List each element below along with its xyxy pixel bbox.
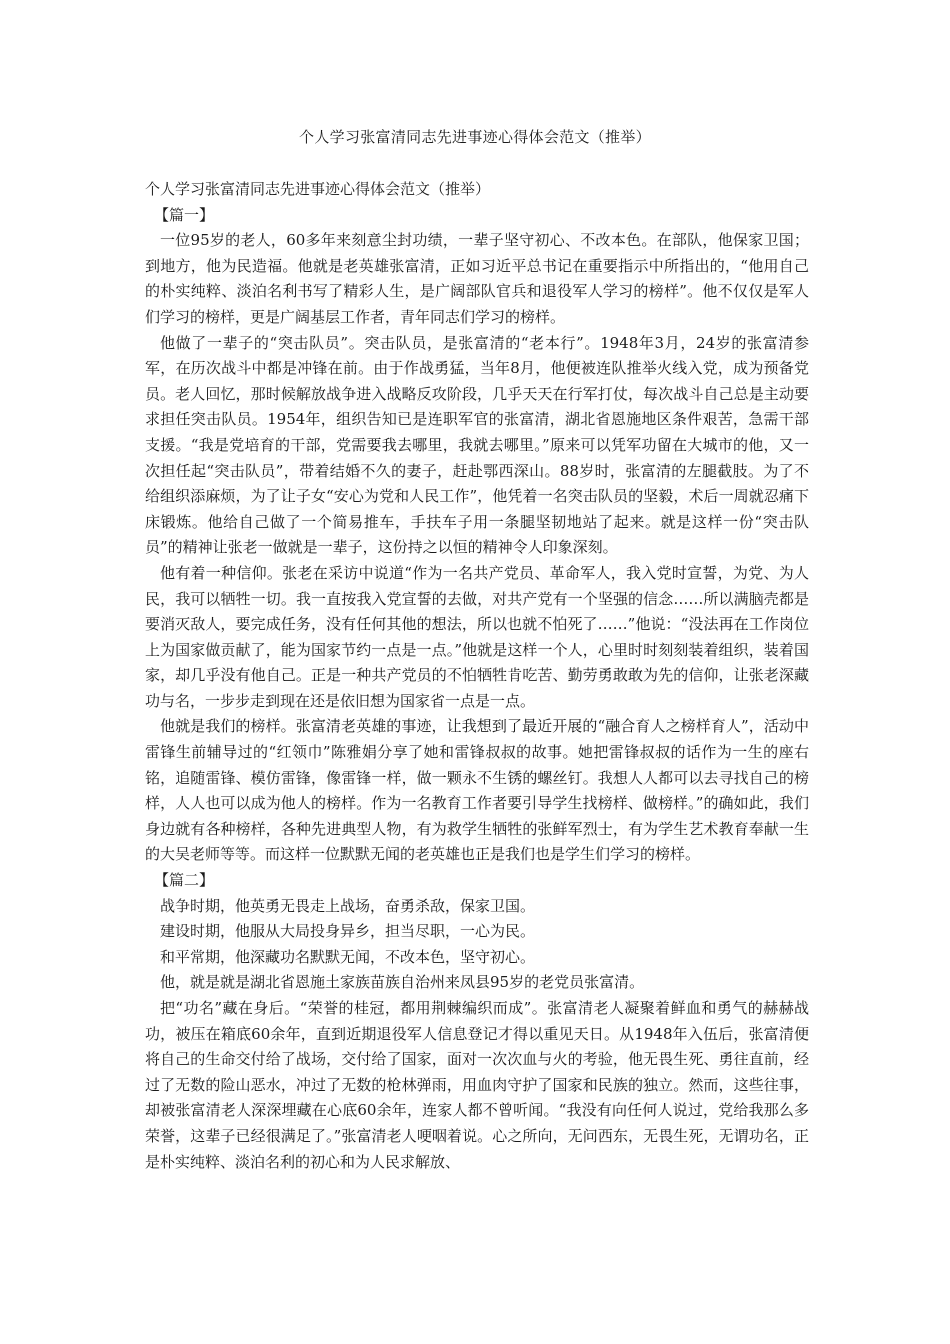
paragraph: 一位95岁的老人，60多年来刻意尘封功绩，一辈子坚守初心、不改本色。在部队，他保家卫国；到地方，他为民造福。他就是老英雄张富清，正如习近平总书记在重要指示中所指出的，“他用自己的朴实纯粹、淡泊名利书写了精彩人生，是广阔部队官兵和退役军人学习的榜样”。他不仅仅是军人们学习的榜样，更是广阔基层工作者，青年同志们学习的榜样。: [145, 231, 809, 326]
paragraph: 和平常期，他深藏功名默默无闻，不改本色，坚守初心。: [160, 947, 536, 966]
paragraph: 他有着一种信仰。张老在采访中说道“作为一名共产党员、革命军人，我入党时宣誓，为党、为人民，我可以牺牲一切。我一直按我入党宣誓的去做，对共产党有一个坚强的信念……所以满脑壳都是要消灭敌人，要完成任务，没有任何其他的想法，所以也就不怕死了……”他说：“没法再在工作岗位上为国家做贡献了，能为国家节约一点是一点。”他就是这样一个人，心里时时刻刻装着组织，装着国家，却几乎没有他自己。正是一种共产党员的不怕牺牲肯吃苦、勤劳勇敢敢为先的信仰，让张老深藏功与名，一步步走到现在还是依旧想为国家省一点是一点。: [145, 563, 809, 710]
section-heading-1: 【篇一】: [154, 205, 215, 224]
paragraph: 他就是我们的榜样。张富清老英雄的事迹，让我想到了最近开展的“融合育人之榜样育人”，活动中雷锋生前辅导过的“红领巾”陈雅娟分享了她和雷锋叔叔的故事。她把雷锋叔叔的话作为一生的座右铭，追随雷锋、模仿雷锋，像雷锋一样，做一颗永不生锈的螺丝钉。我想人人都可以去寻找自己的榜样，人人也可以成为他人的榜样。作为一名教育工作者要引导学生找榜样、做榜样。”的确如此，我们身边就有各种榜样，各种先进典型人物，有为救学生牺牲的张鲜军烈士，有为学生艺术教育奉献一生的大吴老师等等。而这样一位默默无闻的老英雄也正是我们也是学生们学习的榜样。: [145, 717, 809, 864]
section-heading-2: 【篇二】: [154, 871, 215, 890]
paragraph: 建设时期，他服从大局投身异乡，担当尽职，一心为民。: [160, 922, 536, 941]
paragraph: 战争时期，他英勇无畏走上战场，奋勇杀敌，保家卫国。: [160, 896, 536, 915]
document-body: [145, 177, 809, 1175]
document-title: 个人学习张富清同志先进事迹心得体会范文（推举）: [299, 128, 651, 146]
paragraph: 他，就是就是湖北省恩施土家族苗族自治州来凤县95岁的老党员张富清。: [160, 973, 645, 992]
paragraph: 把“功名”藏在身后。“荣誉的桂冠，都用荆棘编织而成”。张富清老人凝聚着鲜血和勇气的赫赫战功，被压在箱底60余年，直到近期退役军人信息登记才得以重见天日。从1948年入伍后，张富清便将自己的生命交付给了战场，交付给了国家，面对一次次血与火的考验，他无畏生死、勇往直前，经过了无数的险山恶水，冲过了无数的枪林弹雨，用血肉守护了国家和民族的独立。然而，这些往事，却被张富清老人深深埋藏在心底60余年，连家人都不曾听闻。“我没有向任何人说过，党给我那么多荣誉，这辈子已经很满足了。”张富清老人哽咽着说。心之所向，无问西东，无畏生死，无谓功名，正是朴实纯粹、淡泊名利的初心和为人民求解放、: [145, 999, 809, 1171]
document-subtitle: 个人学习张富清同志先进事迹心得体会范文（推举）: [145, 180, 491, 198]
paragraph: 他做了一辈子的“突击队员”。突击队员，是张富清的“老本行”。1948年3月，24岁的张富清参军，在历次战斗中都是冲锋在前。由于作战勇猛，当年8月，他便被连队推举火线入党，成为预备党员。老人回忆，那时候解放战争进入战略反攻阶段，几乎天天在行军打仗，每次战斗自己总是主动要求担任突击队员。1954年，组织告知已是连职军官的张富清，湖北省恩施地区条件艰苦，急需干部支援。“我是党培育的干部，党需要我去哪里，我就去哪里。”原来可以凭军功留在大城市的他，又一次担任起“突击队员”，带着结婚不久的妻子，赶赴鄂西深山。88岁时，张富清的左腿截肢。为了不给组织添麻烦，为了让子女“安心为党和人民工作”，他凭着一名突击队员的坚毅，术后一周就忍痛下床锻炼。他给自己做了一个简易推车，手扶车子用一条腿坚韧地站了起来。就是这样一份“突击队员”的精神让张老一做就是一辈子，这份持之以恒的精神令人印象深刻。: [145, 333, 809, 557]
